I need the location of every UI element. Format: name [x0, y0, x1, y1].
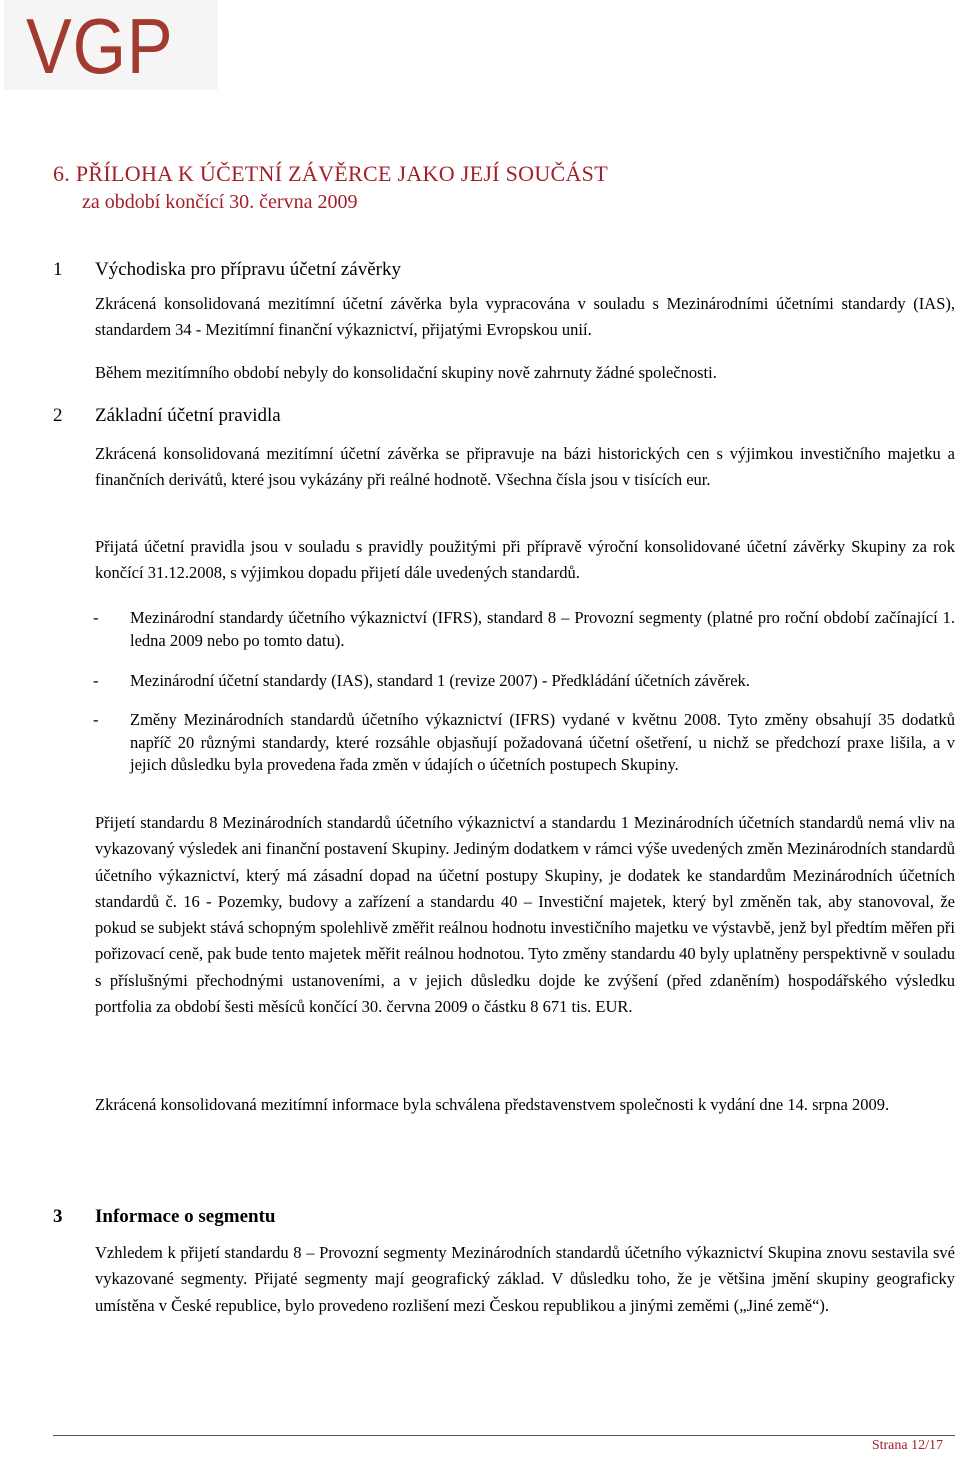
page-number: Strana 12/17 — [871, 1438, 943, 1453]
list-item-text: Změny Mezinárodních standardů účetního výkaznictví (IFRS) vydané v květnu 2008. Tyto změny obsahují 35 dodatků napříč 20 různými standardy, které rozsáhle objasňují požadovaná účetní ošetření, u nichž se předchozí praxe lišila, a v jejich důsledku byla provedena řada změn v údajích o účetních postupech Skupiny. — [130, 710, 955, 774]
paragraph: Během mezitímního období nebyly do konsolidační skupiny nově zahrnuty žádné společnosti. — [95, 363, 717, 382]
paragraph: Vzhledem k přijetí standardu 8 – Provozní segmenty Mezinárodních standardů účetního výkaznictví Skupina znovu sestavila své vykazované segmenty. Přijaté segmenty mají geografický základ. V důsledku toho, že je většina jmění skupiny geograficky umístěna v České republice, bylo provedeno rozlišení mezi Českou republikou a jinými zeměmi („Jiné země“). — [95, 1243, 955, 1315]
section-2-heading — [53, 404, 281, 428]
section-number: 2 — [53, 405, 63, 426]
list-dash: - — [93, 671, 99, 690]
list-dash: - — [93, 710, 99, 729]
section-title: Informace o segmentu — [95, 1206, 276, 1227]
list-item — [93, 670, 955, 693]
page-subtitle: za období končící 30. června 2009 — [82, 191, 358, 213]
paragraph: Zkrácená konsolidovaná mezitímní informace byla schválena představenstvem společnosti k vydání dne 14. srpna 2009. — [95, 1095, 890, 1114]
section-number: 1 — [53, 259, 63, 280]
paragraph: Zkrácená konsolidovaná mezitímní účetní závěrka byla vypracována v souladu s Mezinárodními účetními standardy (IAS), standardem 34 - Mezitímní finanční výkaznictví, přijatými Evropskou unií. — [95, 294, 955, 340]
paragraph: Přijatá účetní pravidla jsou v souladu s pravidly použitými při přípravě výroční konsolidované účetní závěrky Skupiny za rok končící 31.12.2008, s výjimkou dopadu přijetí dále uvedených standardů. — [95, 537, 955, 583]
list-item-text: Mezinárodní účetní standardy (IAS), standard 1 (revize 2007) - Předkládání účetních závěrek. — [130, 671, 750, 690]
paragraph: Přijetí standardu 8 Mezinárodních standardů účetního výkaznictví a standardu 1 Mezinárodních účetních standardů nemá vliv na vykazovaný výsledek ani finanční postavení Skupiny. Jediným dodatkem v rámci výše uvedených změn Mezinárodních standardů účetního výkaznictví, který má zásadní dopad na účetní postupy Skupiny, je dodatek ke standardům Mezinárodních účetních standardů č. 16 - Pozemky, budovy a zařízení a standardu 40 – Investiční majetek, který byl změněn tak, aby stanovoval, že pokud se subjekt stává schopným spolehlivě změřit reálnou hodnotu investičního majetku ve výstavbě, jenž byl předtím měřen při pořizovací ceně, pak bude tento majetek měřit reálnou hodnotou. Tyto změny standardu 40 byly uplatněny perspektivně v souladu s příslušnými přechodnými ustanoveními, a v jejich důsledku dojde ke zvýšení (před zdaněním) hospodářského výsledku portfolia za období šesti měsíců končící 30. června 2009 o částku 8 671 tis. EUR. — [95, 813, 955, 1017]
footer-divider — [53, 1435, 955, 1436]
list-item-text: Mezinárodní standardy účetního výkaznictví (IFRS), standard 8 – Provozní segmenty (platné pro roční období začínající 1. ledna 2009 nebo po tomto datu). — [130, 608, 955, 650]
company-logo — [4, 0, 218, 90]
section-3-heading — [53, 1205, 275, 1229]
section-1-heading — [53, 258, 401, 282]
paragraph: Zkrácená konsolidovaná mezitímní účetní závěrka se připravuje na bázi historických cen s výjimkou investičního majetku a finančních derivátů, které jsou vykázány při reálné hodnotě. Všechna čísla jsou v tisících eur. — [95, 444, 955, 490]
section-number: 3 — [53, 1206, 63, 1227]
list-item — [93, 607, 955, 652]
logo-text: VGP — [26, 2, 174, 90]
page-title: 6. PŘÍLOHA K ÚČETNÍ ZÁVĚRCE JAKO JEJÍ SOUČÁST — [53, 161, 608, 186]
section-title: Základní účetní pravidla — [95, 405, 281, 426]
list-item — [93, 709, 955, 777]
section-title: Východiska pro přípravu účetní závěrky — [95, 259, 402, 280]
list-dash: - — [93, 608, 99, 627]
